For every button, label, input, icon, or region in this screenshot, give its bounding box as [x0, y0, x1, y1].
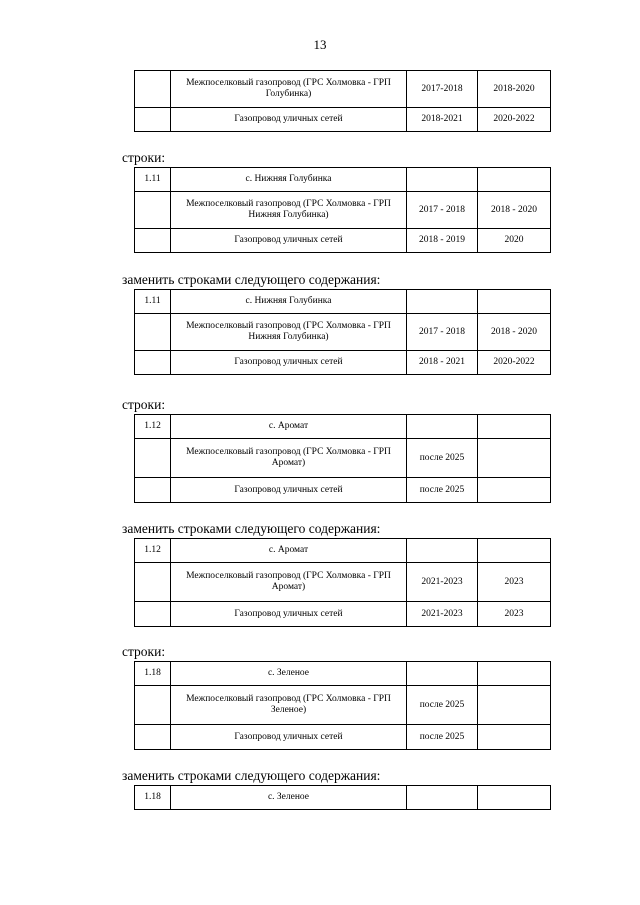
period-1	[407, 168, 478, 192]
row-number	[135, 71, 171, 108]
gas-table-block-0	[134, 70, 551, 132]
table-row	[135, 71, 551, 108]
row-number: 1.18	[135, 786, 171, 810]
row-number: 1.12	[135, 539, 171, 563]
period-1: 2018 - 2019	[407, 229, 478, 253]
table-row	[135, 786, 551, 810]
row-number: 1.18	[135, 662, 171, 686]
section-heading: заменить строками следующего содержания:	[122, 272, 381, 287]
period-1: 2021-2023	[407, 602, 478, 627]
object-name: Газопровод уличных сетей	[171, 351, 407, 375]
period-1: 2017 - 2018	[407, 314, 478, 351]
period-1	[407, 662, 478, 686]
gas-table-block-3	[134, 414, 551, 503]
object-name: с. Зеленое	[171, 786, 407, 810]
gas-table-block-5	[134, 661, 551, 750]
section-heading: строки:	[122, 644, 166, 659]
table-row	[135, 192, 551, 229]
table-row	[135, 539, 551, 563]
object-name: Газопровод уличных сетей	[171, 229, 407, 253]
period-2	[478, 539, 551, 563]
object-name: с. Аромат	[171, 415, 407, 439]
object-name: с. Зеленое	[171, 662, 407, 686]
object-name: Газопровод уличных сетей	[171, 725, 407, 750]
object-name: Межпоселковый газопровод (ГРС Холмовка - ГРП Зеленое)	[171, 686, 407, 725]
period-1: после 2025	[407, 439, 478, 478]
period-1: 2017-2018	[407, 71, 478, 108]
period-2: 2023	[478, 563, 551, 602]
row-number	[135, 108, 171, 132]
row-number	[135, 602, 171, 627]
row-number	[135, 478, 171, 503]
object-name: Межпоселковый газопровод (ГРС Холмовка - ГРП Аромат)	[171, 563, 407, 602]
row-number	[135, 351, 171, 375]
object-name: Межпоселковый газопровод (ГРС Холмовка - ГРП Голубинка)	[171, 71, 407, 108]
period-1	[407, 539, 478, 563]
object-name: Газопровод уличных сетей	[171, 478, 407, 503]
row-number	[135, 192, 171, 229]
object-name: с. Нижняя Голубинка	[171, 290, 407, 314]
table-row	[135, 108, 551, 132]
period-2: 2018-2020	[478, 71, 551, 108]
object-name: Газопровод уличных сетей	[171, 108, 407, 132]
page-number: 13	[313, 37, 327, 52]
object-name: Межпоселковый газопровод (ГРС Холмовка - ГРП Нижняя Голубинка)	[171, 192, 407, 229]
table-row	[135, 725, 551, 750]
period-1: 2017 - 2018	[407, 192, 478, 229]
period-2	[478, 725, 551, 750]
row-number: 1.11	[135, 168, 171, 192]
section-heading: заменить строками следующего содержания:	[122, 768, 381, 783]
object-name: с. Нижняя Голубинка	[171, 168, 407, 192]
table-row	[135, 478, 551, 503]
object-name: Газопровод уличных сетей	[171, 602, 407, 627]
period-2	[478, 439, 551, 478]
period-2: 2020-2022	[478, 351, 551, 375]
row-number	[135, 563, 171, 602]
table-row	[135, 686, 551, 725]
object-name: Межпоселковый газопровод (ГРС Холмовка - ГРП Аромат)	[171, 439, 407, 478]
period-1: 2021-2023	[407, 563, 478, 602]
period-2: 2018 - 2020	[478, 314, 551, 351]
gas-table-block-1	[134, 167, 551, 253]
period-2: 2018 - 2020	[478, 192, 551, 229]
table-row	[135, 563, 551, 602]
object-name: Межпоселковый газопровод (ГРС Холмовка - ГРП Нижняя Голубинка)	[171, 314, 407, 351]
row-number	[135, 229, 171, 253]
period-1: 2018 - 2021	[407, 351, 478, 375]
section-heading: строки:	[122, 397, 166, 412]
table-row	[135, 415, 551, 439]
table-row	[135, 290, 551, 314]
object-name: с. Аромат	[171, 539, 407, 563]
gas-table-block-4	[134, 538, 551, 627]
period-2	[478, 478, 551, 503]
period-2	[478, 415, 551, 439]
period-2: 2023	[478, 602, 551, 627]
table-row	[135, 351, 551, 375]
gas-table-block-2	[134, 289, 551, 375]
period-1: после 2025	[407, 686, 478, 725]
table-row	[135, 314, 551, 351]
period-1	[407, 290, 478, 314]
period-2	[478, 662, 551, 686]
period-2	[478, 168, 551, 192]
section-heading: заменить строками следующего содержания:	[122, 521, 381, 536]
period-1: после 2025	[407, 725, 478, 750]
table-row	[135, 229, 551, 253]
row-number	[135, 686, 171, 725]
row-number: 1.11	[135, 290, 171, 314]
row-number	[135, 314, 171, 351]
row-number	[135, 439, 171, 478]
row-number	[135, 725, 171, 750]
period-2: 2020-2022	[478, 108, 551, 132]
row-number: 1.12	[135, 415, 171, 439]
table-row	[135, 662, 551, 686]
gas-table-block-6	[134, 785, 551, 810]
period-1	[407, 786, 478, 810]
period-1	[407, 415, 478, 439]
table-row	[135, 168, 551, 192]
table-row	[135, 439, 551, 478]
period-2	[478, 686, 551, 725]
period-1: после 2025	[407, 478, 478, 503]
section-heading: строки:	[122, 150, 166, 165]
period-1: 2018-2021	[407, 108, 478, 132]
table-row	[135, 602, 551, 627]
period-2	[478, 786, 551, 810]
period-2	[478, 290, 551, 314]
period-2: 2020	[478, 229, 551, 253]
